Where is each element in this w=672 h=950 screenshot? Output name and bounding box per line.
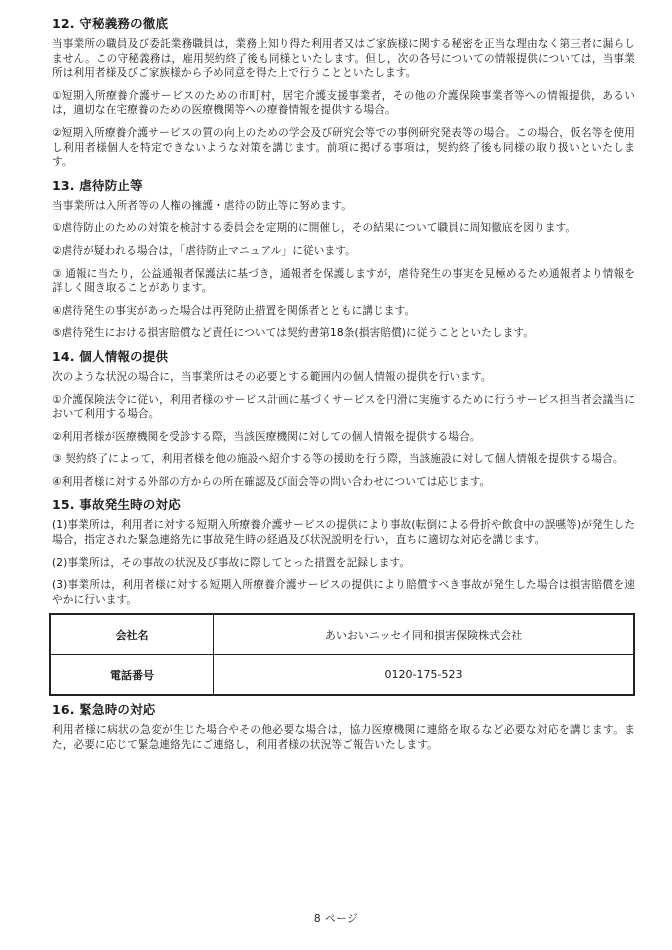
company-value: あいおいニッセイ同和損害保険株式会社 <box>214 614 635 655</box>
company-label: 会社名 <box>50 614 214 655</box>
section-13-intro: 当事業所は入所者等の人権の擁護・虐待の防止等に努めます。 <box>52 199 352 212</box>
section-15-item-2: (2)事業所は，その事故の状況及び事故に際してとった措置を記録します。 <box>52 556 411 569</box>
section-12-item-2: ②短期入所療養介護サービスの質の向上のための学会及び研究会等での事例研究発表等の場合。この場合，仮名等を使用し利用者様個人を特定できないような対策を講じます。前項に掲げる事項は，契約終了後も同様の取り扱いといたします。 <box>52 126 635 169</box>
section-14-item-1: ①介護保険法令に従い，利用者様のサービス計画に基づくサービスを円滑に実施するために行うサービス担当者会議当において利用する場合。 <box>52 393 635 421</box>
table-row <box>50 614 634 655</box>
section-15-item-3: (3)事業所は，利用者様に対する短期入所療養介護サービスの提供により賠償すべき事故が発生した場合は損害賠償を速やかに行います。 <box>52 579 635 606</box>
section-13-item-1: ①虐待防止のための対策を検討する委員会を定期的に開催し，その結果について職員に周知徹底を図ります。 <box>52 222 577 235</box>
section-12-paragraph-1: 当事業所の職員及び委託業務職員は，業務上知り得た利用者又はご家族様に関する秘密を正当な理由なく第三者に漏らしません。この守秘義務は，雇用契約終了後も同様といたします。但し，次の各号についての情報提供については，当事業所は利用者様及びご家族様から予め同意を得た上で行うことといたします。 <box>52 38 635 80</box>
section-16 <box>52 702 635 752</box>
section-16-title: 16. 緊急時の対応 <box>52 702 156 718</box>
page-number: 8 ページ <box>313 913 359 925</box>
section-13-title: 13. 虐待防止等 <box>52 177 143 193</box>
section-13-item-5: ⑤虐待発生における損害賠償など責任については契約書第18条(損害賠償)に従うことといたします。 <box>52 327 535 340</box>
section-15 <box>52 497 635 696</box>
section-15-item-1: (1)事業所は，利用者に対する短期入所療養介護サービスの提供により事故(転倒による骨折や飲食中の誤嚥等)が発生した場合，指定された緊急連絡先に事故発生時の経過及び状況説明を行い，直ちに適切な対応を講じます。 <box>52 519 635 547</box>
section-14-item-2: ②利用者様が医療機関を受診する際，当該医療機関に対しての個人情報を提供する場合。 <box>52 430 481 443</box>
section-13-item-3: ③ 通報に当たり，公益通報者保護法に基づき，通報者を保護しますが，虐待発生の事実を見極めるため通報者より情報を詳しく聞き取ることがあります。 <box>52 267 635 295</box>
phone-value: 0120-175-523 <box>214 655 635 696</box>
section-14-title: 14. 個人情報の提供 <box>52 348 169 364</box>
section-13 <box>52 178 635 341</box>
section-14-item-3: ③ 契約終了によって，利用者様を他の施設へ紹介する等の援助を行う際，当該施設に対して個人情報を提供する場合。 <box>52 453 624 466</box>
section-14-intro: 次のような状況の場合に，当事業所はその必要とする範囲内の個人情報の提供を行います。 <box>52 370 492 383</box>
table-row <box>50 655 634 696</box>
section-13-item-2: ②虐待が疑われる場合は，「虐待防止マニュアル」に従います。 <box>52 244 356 257</box>
page-content <box>52 16 635 761</box>
section-13-item-4: ④虐待発生の事実があった場合は再発防止措置を関係者とともに講じます。 <box>52 304 416 317</box>
section-14 <box>52 349 635 490</box>
section-12 <box>52 16 635 170</box>
section-15-title: 15. 事故発生時の対応 <box>52 497 181 513</box>
section-16-paragraph-1: 利用者様に病状の急変が生じた場合やその他必要な場合は，協力医療機関に連絡を取るなど必要な対応を講じます。また，必要に応じて緊急連絡先にご連絡し，利用者様の状況等ご報告いたします。 <box>52 724 635 752</box>
section-12-title: 12. 守秘義務の徹底 <box>52 16 169 31</box>
phone-label: 電話番号 <box>50 655 214 696</box>
section-12-item-1: ①短期入所療養介護サービスのための市町村，居宅介護支援事業者，その他の介護保険事業者等への情報提供，あるいは，適切な在宅療養のための医療機関等への療養情報を提供する場合。 <box>52 89 635 117</box>
insurance-table <box>49 613 635 696</box>
section-14-item-4: ④利用者様に対する外部の方からの所在確認及び面会等の問い合わせについては応じます。 <box>52 475 491 488</box>
